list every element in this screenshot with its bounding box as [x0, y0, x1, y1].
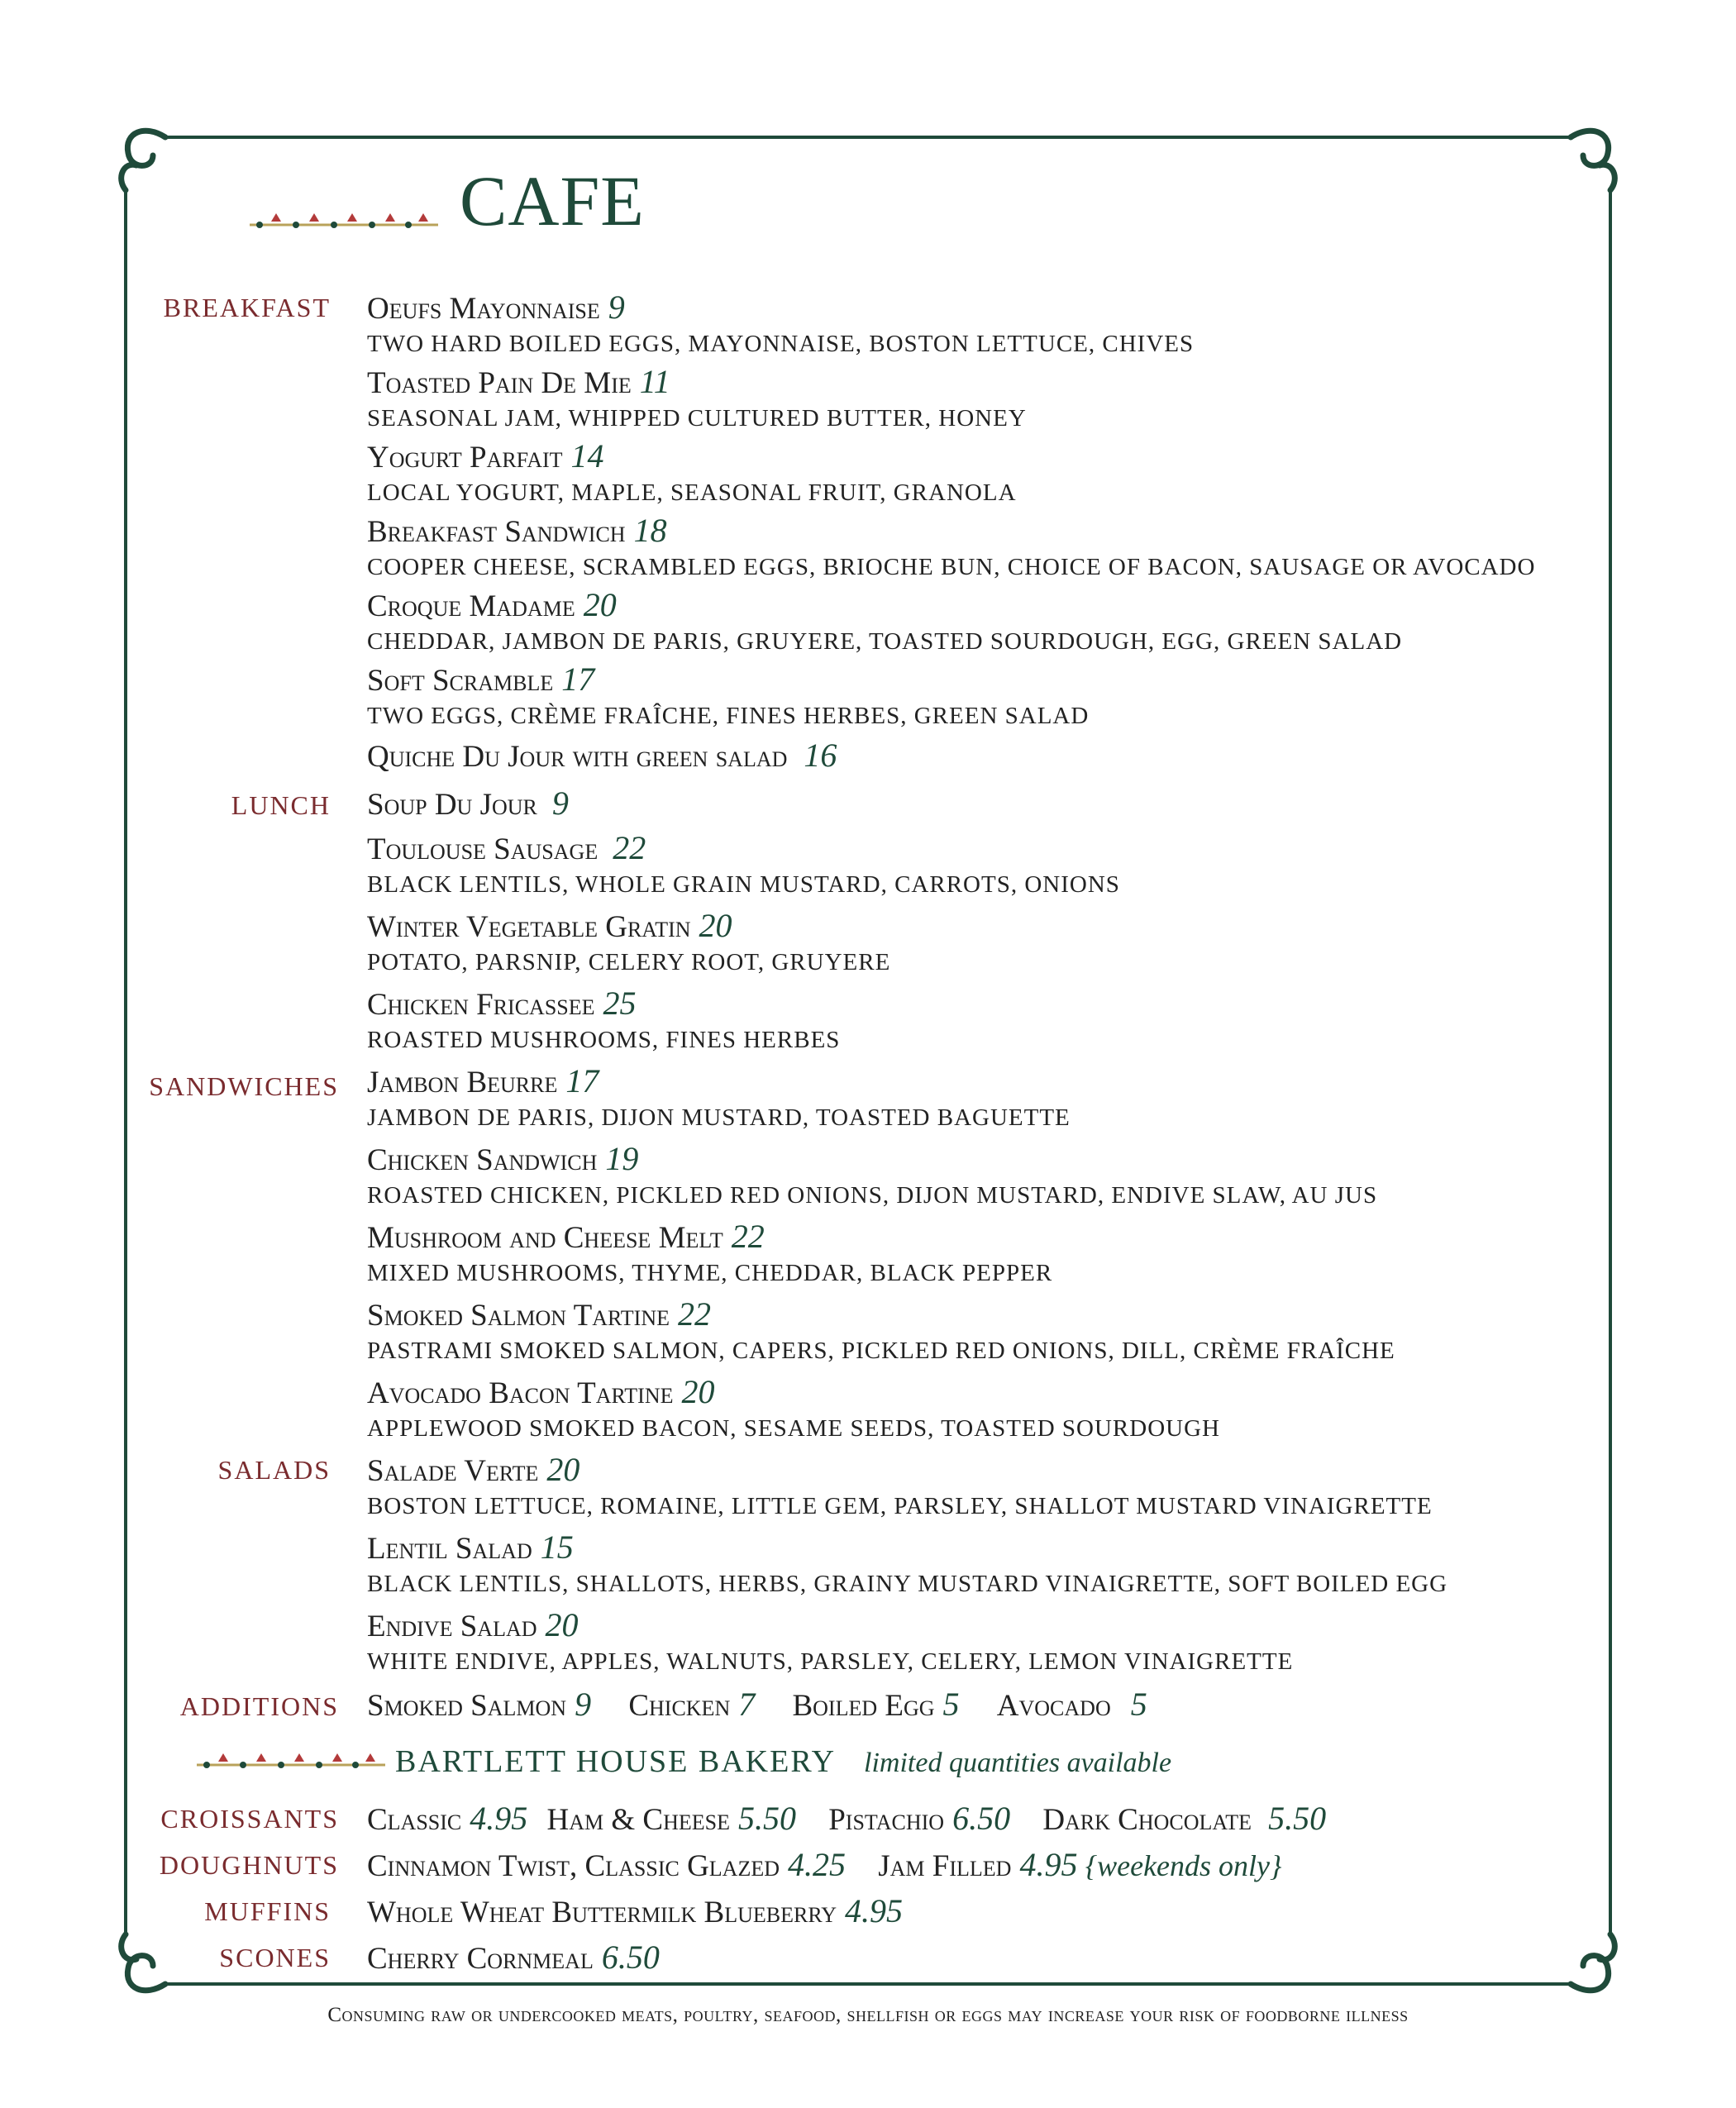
item-name: Winter Vegetable Gratin — [367, 910, 691, 944]
item-price: 17 — [565, 1062, 599, 1099]
page-title: CAFE — [460, 161, 645, 241]
bakery-item-name: Dark Chocolate — [1042, 1803, 1252, 1837]
additions-row — [367, 1688, 1147, 1721]
item-price: 22 — [731, 1218, 765, 1255]
bakery-note: limited quantities available — [864, 1748, 1172, 1778]
bakery-item-price: 4.25 — [788, 1846, 846, 1883]
item-name: Avocado Bacon Tartine — [367, 1376, 674, 1410]
bakery-item-name: Pistachio — [828, 1803, 945, 1837]
item-name: Smoked Salmon Tartine — [367, 1299, 670, 1333]
item-description: COOPER CHEESE, SCRAMBLED EGGS, BRIOCHE BUN, CHOICE OF BACON, SAUSAGE OR AVOCADO — [367, 554, 1536, 580]
item-description: BLACK LENTILS, SHALLOTS, HERBS, GRAINY MUSTARD VINAIGRETTE, SOFT BOILED EGG — [367, 1571, 1448, 1597]
bakery-row — [367, 1941, 660, 1974]
menu-item — [367, 739, 837, 772]
bakery-item-name: Classic — [367, 1803, 462, 1837]
item-description: SEASONAL JAM, WHIPPED CULTURED BUTTER, HONEY — [367, 405, 1027, 432]
item-price: 22 — [613, 829, 646, 866]
menu-item — [367, 1295, 712, 1333]
item-name: Chicken Sandwich — [367, 1143, 598, 1177]
bakery-item-price: 5.50 — [1268, 1800, 1327, 1837]
bakery-item-name: Whole Wheat Buttermilk Blueberry — [367, 1896, 837, 1929]
item-description: ROASTED CHICKEN, PICKLED RED ONIONS, DIJON MUSTARD, ENDIVE SLAW, AU JUS — [367, 1182, 1378, 1209]
item-name: Soft Scramble — [367, 664, 554, 698]
item-name: Mushroom and Cheese Melt — [367, 1221, 723, 1255]
bakery-item-price: 6.50 — [952, 1800, 1011, 1837]
item-description: JAMBON DE PARIS, DIJON MUSTARD, TOASTED BAGUETTE — [367, 1104, 1071, 1131]
item-description: APPLEWOOD SMOKED BACON, SESAME SEEDS, TOASTED SOURDOUGH — [367, 1415, 1220, 1442]
menu-item — [367, 1373, 715, 1410]
section-label-croissants: CROISSANTS — [160, 1804, 339, 1834]
section-label-lunch: LUNCH — [231, 790, 331, 820]
item-name: Yogurt Parfait — [367, 441, 563, 475]
menu-item — [367, 1453, 579, 1486]
menu-item — [367, 787, 569, 820]
bakery-title-text: BARTLETT HOUSE BAKERY — [395, 1744, 837, 1779]
bakery-item-price: 4.95 — [470, 1800, 528, 1837]
item-description: CHEDDAR, JAMBON DE PARIS, GRUYERE, TOASTED SOURDOUGH, EGG, GREEN SALAD — [367, 628, 1403, 655]
item-price: 18 — [633, 512, 667, 549]
bakery-row — [367, 1848, 1281, 1881]
item-name: Chicken Fricassee — [367, 988, 595, 1022]
item-name: Soup Du Jour — [367, 788, 537, 822]
corner-scroll-bottom-left — [122, 1934, 165, 1991]
menu-item — [367, 586, 617, 623]
item-name: Oeufs Mayonnaise — [367, 292, 600, 326]
item-price: 20 — [699, 907, 732, 944]
item-description: MIXED MUSHROOMS, THYME, CHEDDAR, BLACK PEPPER — [367, 1260, 1053, 1286]
corner-scroll-bottom-right — [1571, 1934, 1614, 1991]
bakery-item-price: 5.50 — [737, 1800, 796, 1837]
title-ornament-icon — [248, 208, 440, 233]
item-price: 20 — [583, 586, 617, 623]
addition-name: Avocado — [996, 1689, 1111, 1723]
addition-name: Smoked Salmon — [367, 1689, 567, 1723]
menu-item — [367, 1142, 638, 1176]
menu-item — [367, 663, 594, 696]
menu-item — [367, 437, 604, 475]
menu-item — [367, 1062, 599, 1099]
addition-price: 9 — [575, 1686, 592, 1723]
item-price: 20 — [546, 1451, 580, 1488]
section-label-salads: SALADS — [217, 1455, 331, 1485]
bakery-item-name: Jam Filled — [878, 1849, 1012, 1883]
bakery-item-note: {weekends only} — [1085, 1849, 1282, 1882]
item-price: 9 — [551, 785, 569, 822]
item-description: TWO EGGS, CRÈME FRAÎCHE, FINES HERBES, GREEN SALAD — [367, 703, 1090, 729]
bakery-item-name: Cherry Cornmeal — [367, 1942, 594, 1976]
addition-price: 7 — [738, 1686, 756, 1723]
menu-item — [367, 987, 637, 1020]
menu-item — [367, 909, 732, 942]
item-price: 15 — [540, 1529, 574, 1566]
bakery-item-name: Ham & Cheese — [546, 1803, 730, 1837]
bakery-item-price: 4.95 — [845, 1892, 904, 1929]
item-price: 25 — [603, 985, 637, 1022]
item-price: 20 — [545, 1606, 579, 1643]
bakery-title — [395, 1746, 1171, 1777]
item-description: ROASTED MUSHROOMS, FINES HERBES — [367, 1027, 841, 1053]
item-name: Salade Verte — [367, 1454, 539, 1488]
item-description: BOSTON LETTUCE, ROMAINE, LITTLE GEM, PARSLEY, SHALLOT MUSTARD VINAIGRETTE — [367, 1493, 1433, 1519]
bakery-item-price: 4.95 — [1019, 1846, 1078, 1883]
menu-item — [367, 291, 625, 324]
menu-item — [367, 1531, 574, 1564]
addition-price: 5 — [942, 1686, 960, 1723]
section-label-additions: ADDITIONS — [179, 1691, 339, 1721]
item-name: Lentil Salad — [367, 1532, 532, 1566]
item-price: 17 — [561, 661, 595, 698]
item-name: Toasted Pain De Mie — [367, 366, 632, 400]
section-label-muffins: MUFFINS — [204, 1896, 331, 1926]
addition-price: 5 — [1130, 1686, 1147, 1723]
menu-item — [367, 829, 646, 866]
menu-item — [367, 365, 670, 398]
item-name: Toulouse Sausage — [367, 832, 599, 866]
item-description: POTATO, PARSNIP, CELERY ROOT, GRUYERE — [367, 949, 891, 975]
item-price: 16 — [804, 737, 837, 774]
bakery-ornament-icon — [195, 1750, 387, 1775]
bakery-row — [367, 1892, 904, 1929]
addition-name: Boiled Egg — [792, 1689, 935, 1723]
menu-item — [367, 1606, 579, 1643]
item-name: Endive Salad — [367, 1610, 537, 1643]
section-label-doughnuts: DOUGHNUTS — [159, 1850, 339, 1880]
section-label-scones: SCONES — [219, 1943, 331, 1972]
item-description: PASTRAMI SMOKED SALMON, CAPERS, PICKLED RED ONIONS, DILL, CRÈME FRAÎCHE — [367, 1338, 1395, 1364]
item-price: 9 — [608, 289, 625, 326]
menu-item — [367, 514, 667, 547]
item-price: 11 — [639, 363, 670, 400]
item-description: LOCAL YOGURT, MAPLE, SEASONAL FRUIT, GRANOLA — [367, 479, 1017, 506]
item-name: Croque Madame — [367, 589, 575, 623]
item-price: 14 — [570, 437, 604, 475]
footer-disclaimer: Consuming raw or undercooked meats, poultry, seafood, shellfish or eggs may increase your risk of foodborne illness — [327, 2004, 1409, 2026]
item-name: Jambon Beurre — [367, 1066, 558, 1099]
bakery-item-price: 6.50 — [601, 1939, 660, 1976]
menu-item — [367, 1220, 765, 1253]
bakery-row — [367, 1802, 1326, 1835]
item-name: Breakfast Sandwich — [367, 515, 626, 549]
corner-scroll-top-right — [1571, 131, 1614, 190]
item-price: 22 — [678, 1295, 712, 1333]
item-price: 20 — [681, 1373, 715, 1410]
bakery-item-name: Cinnamon Twist, Classic Glazed — [367, 1849, 780, 1883]
addition-name: Chicken — [628, 1689, 731, 1723]
section-label-breakfast: BREAKFAST — [163, 293, 331, 322]
item-price: 19 — [605, 1140, 639, 1177]
item-name: Quiche Du Jour with green salad — [367, 740, 788, 774]
corner-scroll-top-left — [122, 131, 165, 190]
item-description: TWO HARD BOILED EGGS, MAYONNAISE, BOSTON LETTUCE, CHIVES — [367, 331, 1195, 357]
item-description: BLACK LENTILS, WHOLE GRAIN MUSTARD, CARROTS, ONIONS — [367, 871, 1120, 898]
item-description: WHITE ENDIVE, APPLES, WALNUTS, PARSLEY, CELERY, LEMON VINAIGRETTE — [367, 1648, 1294, 1675]
section-label-sandwiches: SANDWICHES — [149, 1071, 339, 1101]
